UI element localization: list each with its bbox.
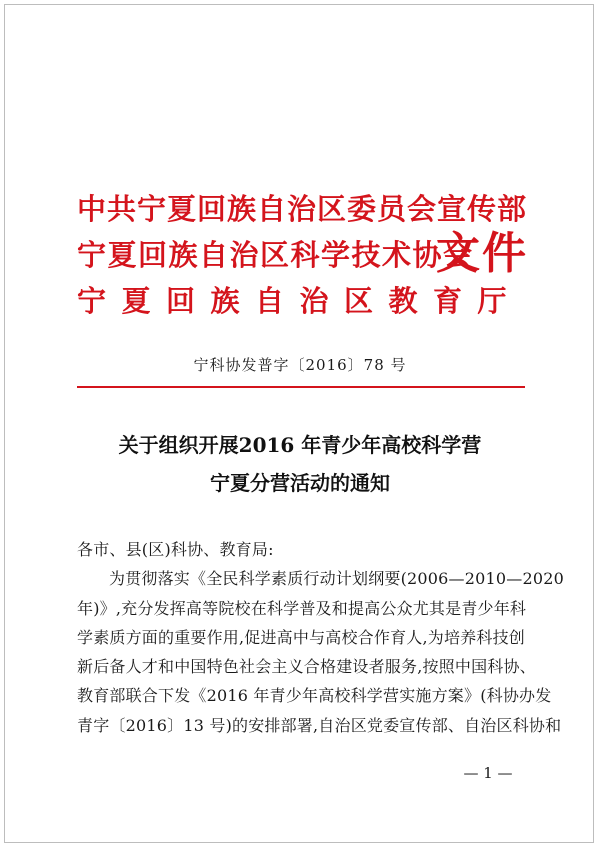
notice-body bbox=[77, 535, 564, 740]
body-line-5: 教育部联合下发《2016 年青少年高校科学营实施方案》(科协办发 bbox=[77, 686, 552, 706]
body-line-6: 青字〔2016〕13 号)的安排部署,自治区党委宣传部、自治区科协和 bbox=[77, 715, 562, 735]
salutation: 各市、县(区)科协、教育局: bbox=[77, 540, 274, 559]
page-number: — 1 — bbox=[463, 764, 513, 782]
notice-title bbox=[0, 426, 600, 502]
issuer-education-department: 宁夏回族自治区教育厅 bbox=[77, 284, 523, 318]
red-divider-line bbox=[77, 386, 525, 388]
body-line-4: 新后备人才和中国特色社会主义合格建设者服务,按照中国科协、 bbox=[77, 657, 536, 677]
notice-title-line-1: 关于组织开展2016 年青少年高校科学营 bbox=[118, 433, 482, 457]
document-number: 宁科协发普字〔2016〕78 号 bbox=[193, 356, 407, 374]
notice-title-line-2: 宁夏分营活动的通知 bbox=[210, 471, 390, 495]
issuer-propaganda-department: 中共宁夏回族自治区委员会宣传部 bbox=[77, 192, 528, 226]
body-line-2: 年)》,充分发挥高等院校在科学普及和提高公众尤其是青少年科 bbox=[77, 598, 527, 618]
issuer-science-association: 宁夏回族自治区科学技术协会 bbox=[77, 238, 474, 272]
body-line-1: 为贯彻落实《全民科学素质行动计划纲要(2006—2010—2020 bbox=[109, 569, 564, 589]
body-line-3: 学素质方面的重要作用,促进高中与高校合作育人,为培养科技创 bbox=[77, 627, 525, 647]
document-word: 文件 bbox=[436, 228, 528, 279]
